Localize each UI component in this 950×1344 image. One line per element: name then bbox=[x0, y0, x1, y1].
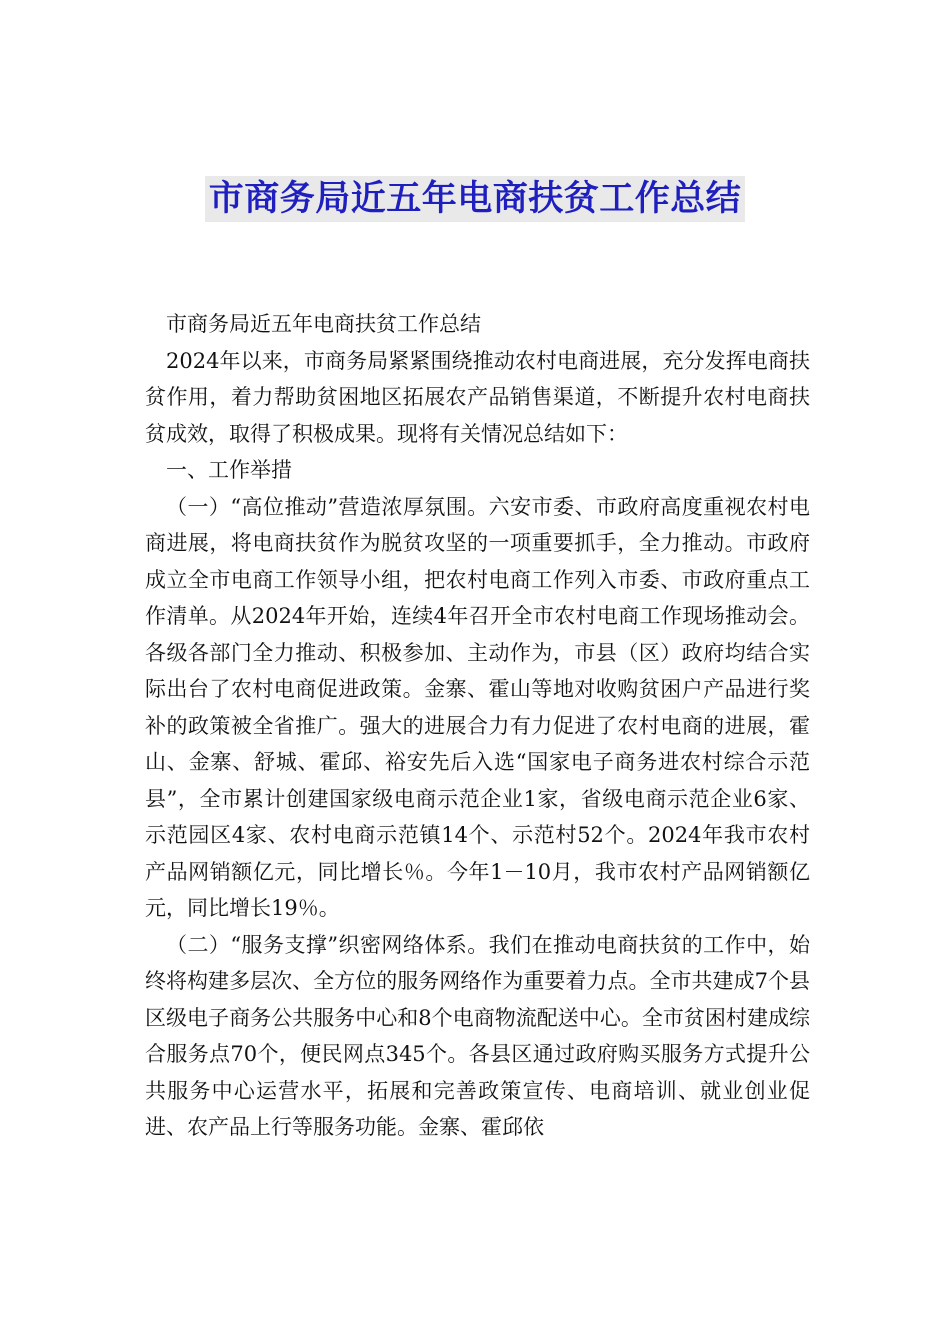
document-title: 市商务局近五年电商扶贫工作总结 bbox=[205, 176, 746, 222]
paragraph-subtitle: 市商务局近五年电商扶贫工作总结 bbox=[166, 312, 481, 336]
section-heading: 一、工作举措 bbox=[166, 458, 292, 482]
title-container bbox=[0, 176, 950, 222]
paragraph-intro: 2024年以来，市商务局紧紧围绕推动农村电商进展，充分发挥电商扶贫作用，着力帮助贫困地区拓展农产品销售渠道，不断提升农村电商扶贫成效，取得了积极成果。现将有关情况总结如下： bbox=[145, 348, 810, 446]
document-body bbox=[145, 306, 810, 1146]
paragraph-item-2: （二）“服务支撑”织密网络体系。我们在推动电商扶贫的工作中，始终将构建多层次、全方位的服务网络作为重要着力点。全市共建成7个县区级电子商务公共服务中心和8个电商物流配送中心。全市贫困村建成综合服务点70个，便民网点345个。各县区通过政府购买服务方式提升公共服务中心运营水平，拓展和完善政策宣传、电商培训、就业创业促进、农产品上行等服务功能。金寨、霍邱依 bbox=[145, 932, 810, 1139]
paragraph-item-1: （一）“高位推动”营造浓厚氛围。六安市委、市政府高度重视农村电商进展，将电商扶贫作为脱贫攻坚的一项重要抓手，全力推动。市政府成立全市电商工作领导小组，把农村电商工作列入市委、市政府重点工作清单。从2024年开始，连续4年召开全市农村电商工作现场推动会。各级各部门全力推动、积极参加、主动作为，市县（区）政府均结合实际出台了农村电商促进政策。金寨、霍山等地对收购贫困户产品进行奖补的政策被全省推广。强大的进展合力有力促进了农村电商的进展，霍山、金寨、舒城、霍邱、裕安先后入选“国家电子商务进农村综合示范县”，全市累计创建国家级电商示范企业1家，省级电商示范企业6家、示范园区4家、农村电商示范镇14个、示范村52个。2024年我市农村产品网销额亿元，同比增长％。今年1－10月，我市农村产品网销额亿元，同比增长19％。 bbox=[145, 494, 810, 920]
